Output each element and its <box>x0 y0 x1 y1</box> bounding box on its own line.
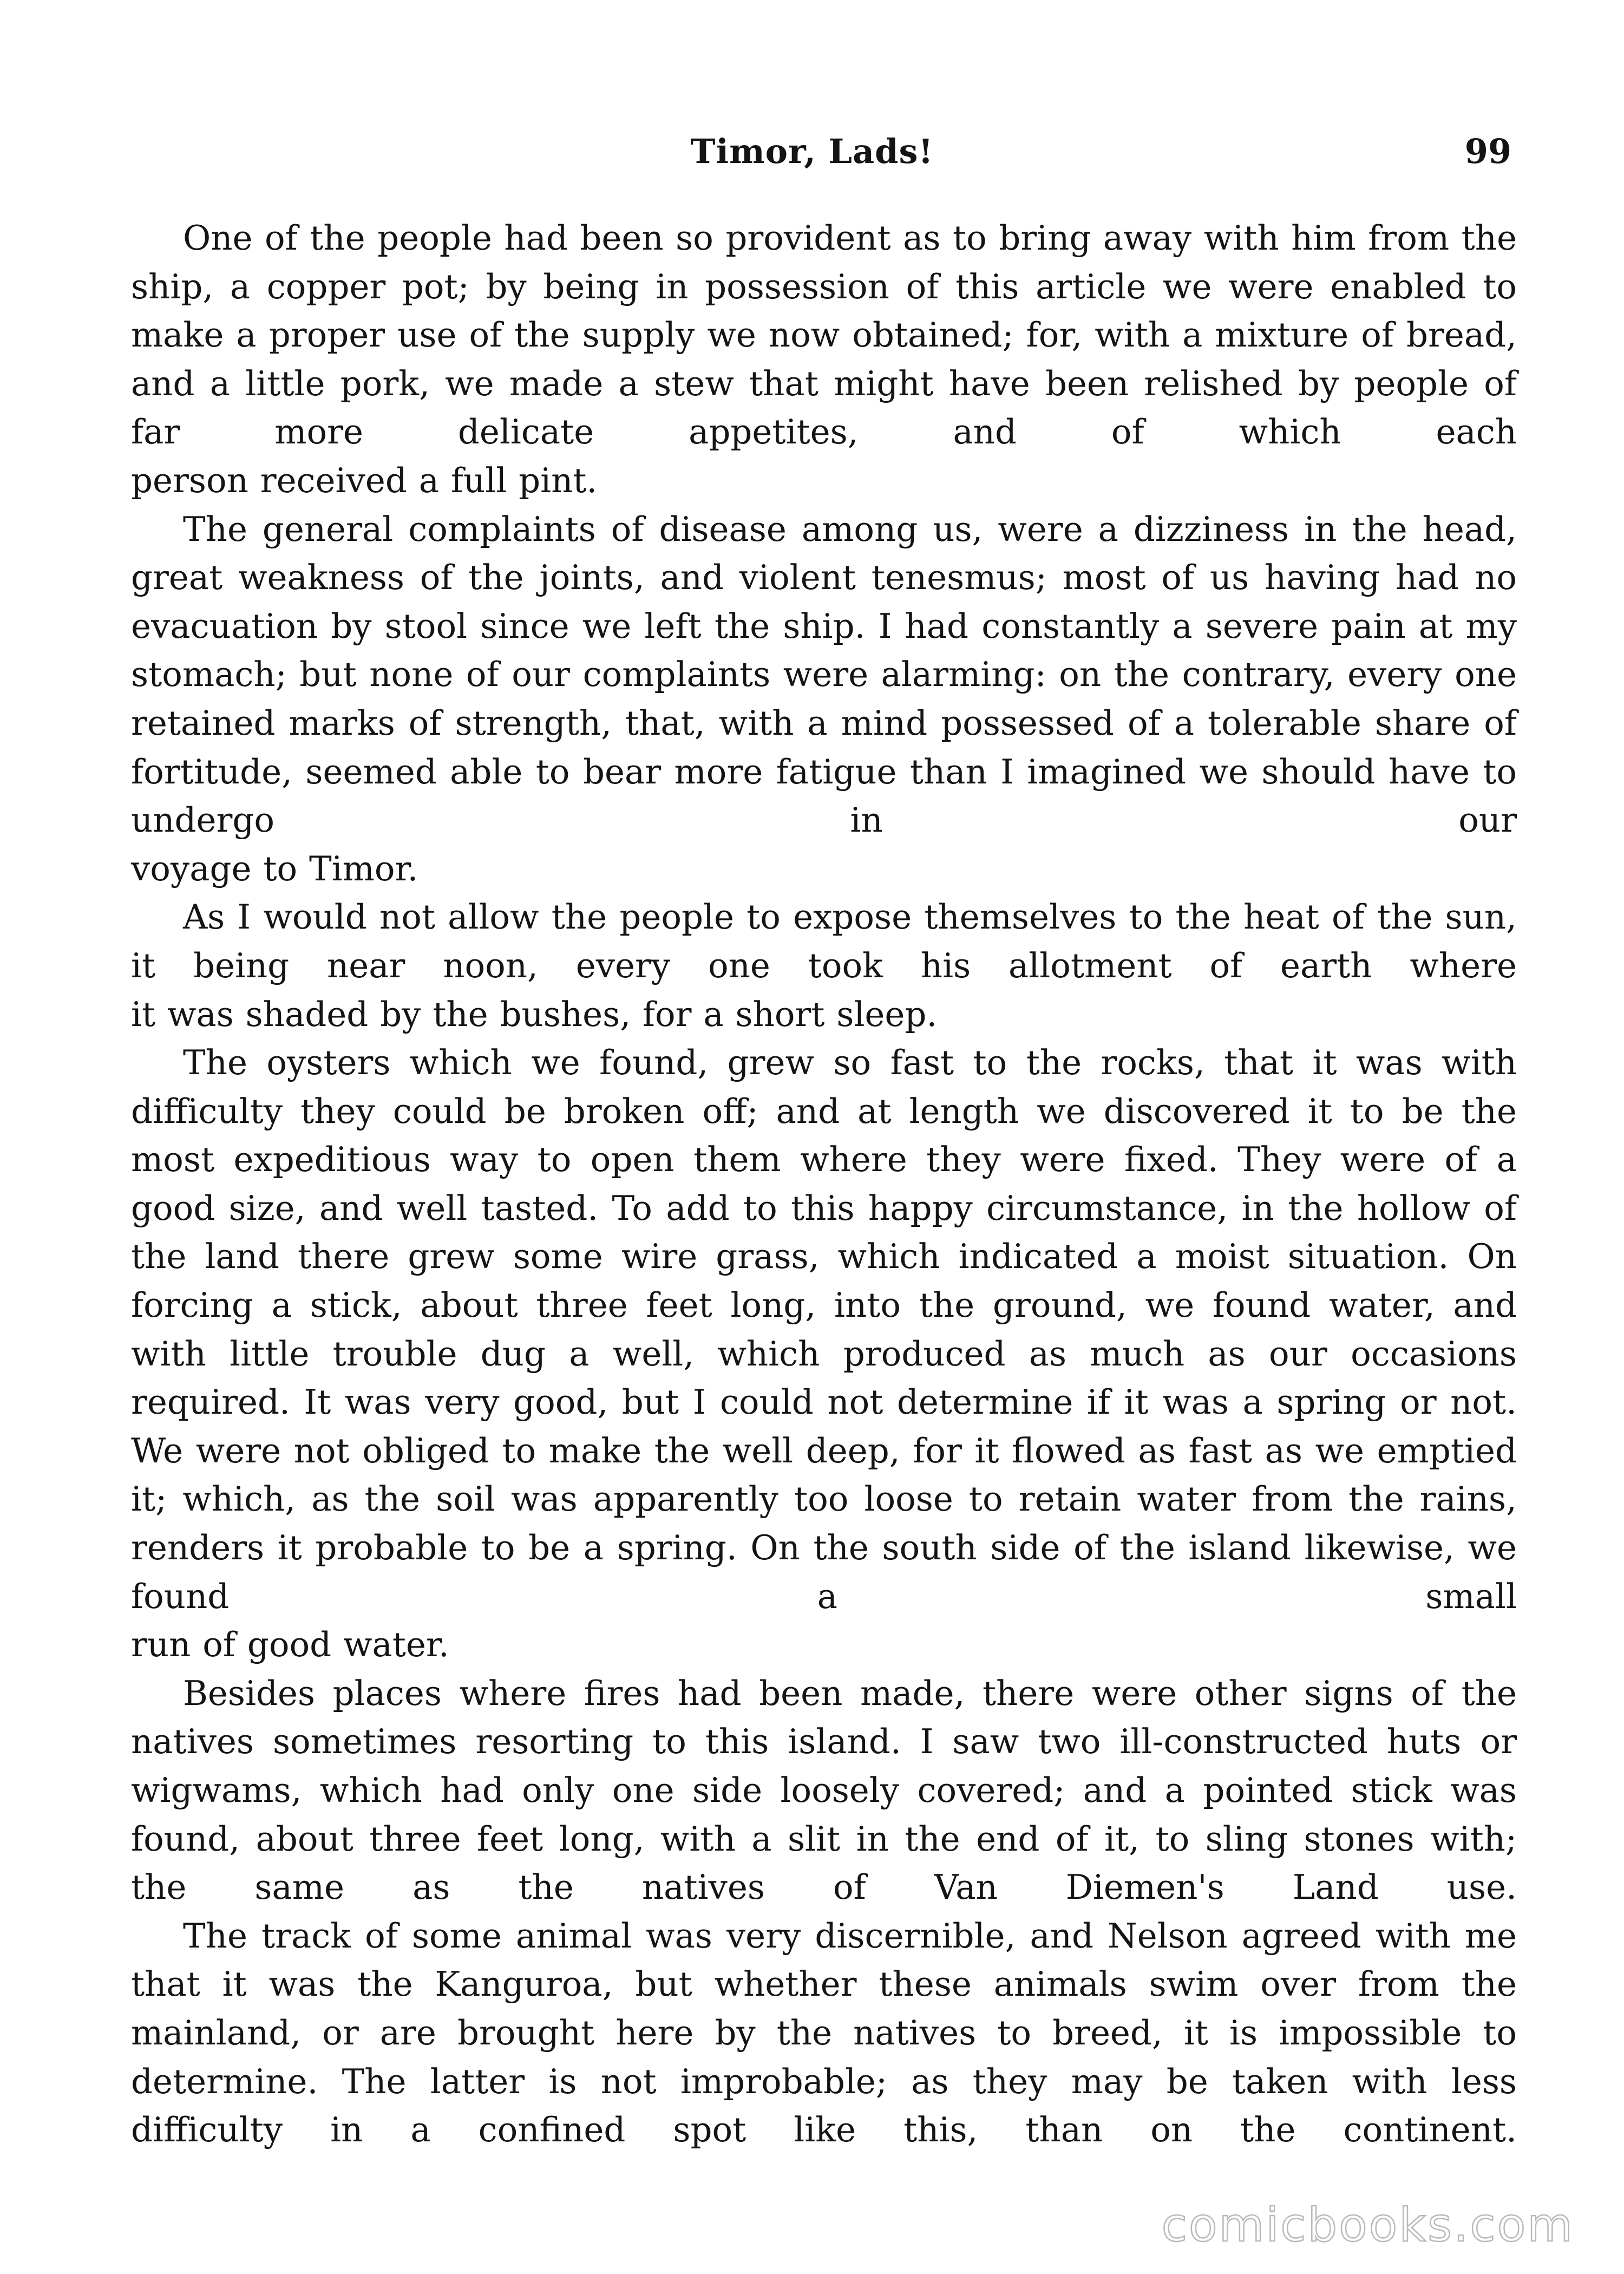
paragraph <box>131 214 1517 505</box>
running-head <box>0 127 1624 176</box>
paragraph-text: Besides places where fires had been made, there were other signs of the natives sometimes resorting to this island. I saw two ill-constructed huts or wigwams, which had only one side loosely covered; and a pointed stick was found, about three feet long, with a slit in the end of it, to sling stones with; the same as the natives of Van Diemen's Land use. <box>131 1673 1517 1907</box>
paragraph-last-line: voyage to Timor. <box>131 848 418 888</box>
running-title: Timor, Lads! <box>690 132 934 171</box>
paragraph-last-line: it was shaded by the bushes, for a short sleep. <box>131 994 938 1034</box>
paragraph-last-line: run of good water. <box>131 1625 449 1665</box>
paragraph-last-line: person received a full pint. <box>131 460 598 500</box>
paragraph-text: The oysters which we found, grew so fast to the rocks, that it was with difficulty they could be broken off; and at length we discovered it to be the most expeditious way to open them where they were fixed. They were of a good size, and well tasted. To add to this happy circumstance, in the hollow of the land there grew some wire grass, which indicated a moist situation. On forcing a stick, about three feet long, into the ground, we found water, and with little trouble dug a well, which produced as much as our occasions required. It was very good, but I could not determine if it was a spring or not. We were not obliged to make the well deep, for it flowed as fast as we emptied it; which, as the soil was apparently too loose to retain water from the rains, renders it probable to be a spring. On the south side of the island likewise, we found a small <box>131 1043 1517 1616</box>
page-number: 99 <box>1464 132 1511 171</box>
paragraph <box>131 1669 1517 1912</box>
paragraph-text: As I would not allow the people to expose themselves to the heat of the sun, it being near noon, every one took his allotment of earth where <box>131 897 1517 985</box>
paragraph <box>131 505 1517 893</box>
paragraph <box>131 1912 1517 2154</box>
paragraph <box>131 893 1517 1038</box>
paragraph-text: One of the people had been so provident as to bring away with him from the ship, a copper pot; by being in possession of this article we were enabled to make a proper use of the supply we now obtained; for, with a mixture of bread, and a little pork, we made a stew that might have been relished by people of far more delicate appetites, and of which each <box>131 218 1517 452</box>
paragraph-text: The track of some animal was very discernible, and Nelson agreed with me that it was the Kanguroa, but whether these animals swim over from the mainland, or are brought here by the natives to breed, it is impossible to determine. The latter is not improbable; as they may be taken with less difficulty in a confined spot like this, than on the continent. <box>131 1916 1517 2150</box>
paragraph <box>131 1038 1517 1669</box>
site-watermark: comicbooks.com <box>1161 2198 1574 2252</box>
paragraph-text: The general complaints of disease among us, were a dizziness in the head, great weakness of the joints, and violent tenesmus; most of us having had no evacuation by stool since we left the ship. I had constantly a severe pain at my stomach; but none of our complaints were alarming: on the contrary, every one retained marks of strength, that, with a mind possessed of a tolerable share of fortitude, seemed able to bear more fatigue than I imagined we should have to undergo in our <box>131 509 1517 840</box>
body-text <box>131 214 1517 2154</box>
